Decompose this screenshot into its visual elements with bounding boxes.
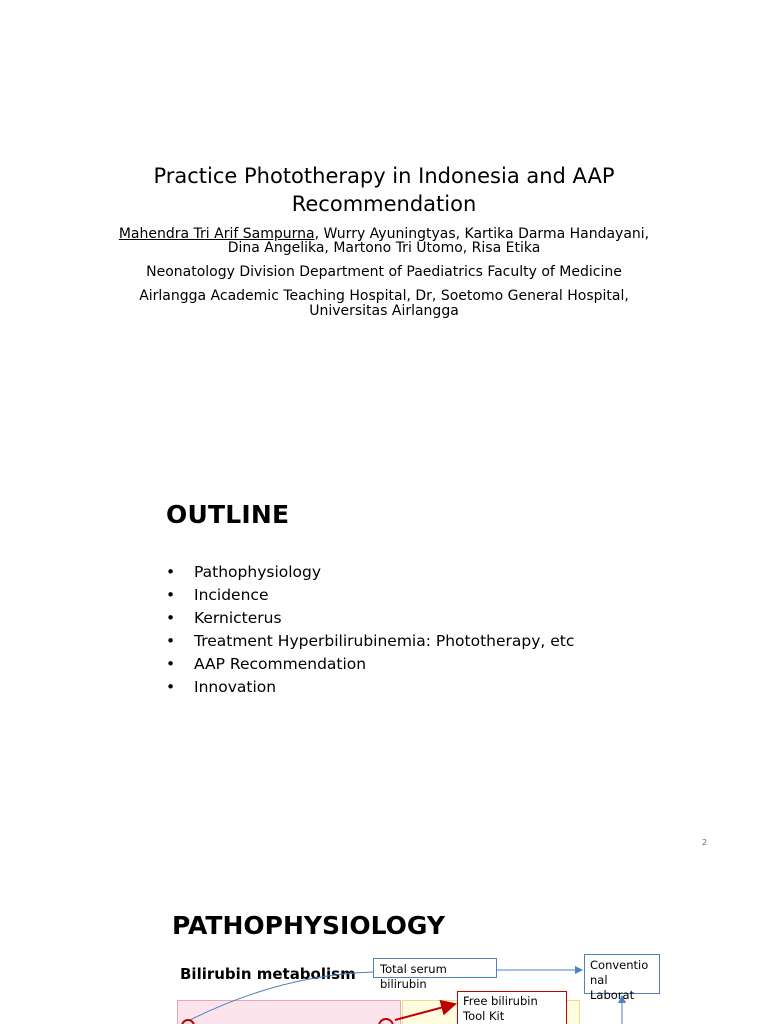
bullet-icon: • [166, 586, 176, 604]
list-item: • Innovation [166, 676, 574, 699]
title-slide [0, 0, 768, 408]
pathophysiology-heading: PATHOPHYSIOLOGY [172, 911, 445, 940]
bilirubin-diagram-arrows [0, 880, 768, 1024]
list-item: • Treatment Hyperbilirubinemia: Phototherapy, etc [166, 630, 574, 653]
outline-heading: OUTLINE [166, 500, 290, 529]
bullet-icon: • [166, 632, 176, 650]
list-item: • AAP Recommendation [166, 653, 574, 676]
affiliation-line-3: Universitas Airlangga [309, 303, 459, 319]
arrow-to-free-bilirubin [395, 1004, 455, 1020]
affiliation-hospital [0, 288, 768, 318]
list-item: • Kernicterus [166, 607, 574, 630]
presenting-author: Mahendra Tri Arif Sampurna [118, 226, 315, 242]
bullet-icon: • [166, 678, 176, 696]
presentation-title [0, 162, 768, 218]
outline-slide [0, 440, 768, 860]
co-authors-1: , Wurry Ayuningtyas, Kartika Darma Handayani, [314, 226, 650, 242]
pathophysiology-slide [0, 880, 768, 1024]
free-bilirubin-box: Free bilirubin Tool Kit [457, 991, 567, 1024]
bilirubin-metabolism-subheading: Bilirubin metabolism [180, 965, 356, 983]
arc-curve [190, 972, 373, 1020]
bullet-icon: • [166, 655, 176, 673]
author-line-1 [0, 227, 768, 241]
bullet-icon: • [166, 609, 176, 627]
author-list [0, 227, 768, 255]
list-item: • Incidence [166, 584, 574, 607]
total-serum-bilirubin-box: Total serum bilirubin [373, 958, 497, 978]
title-text: Practice Phototherapy in Indonesia and AAP Recommendation [153, 164, 615, 216]
red-node-right [379, 1019, 393, 1024]
red-node-left [182, 1020, 194, 1024]
page-number: 2 [702, 838, 708, 847]
list-item: • Pathophysiology [166, 561, 574, 584]
affiliation-line-2: Airlangga Academic Teaching Hospital, Dr, Soetomo General Hospital, [139, 288, 629, 304]
conventional-laboratory-box: Conventio nal Laborat [584, 954, 660, 994]
outline-list [166, 561, 574, 699]
author-line-2: Dina Angelika, Martono Tri Utomo, Risa Etika [227, 240, 541, 256]
bullet-icon: • [166, 563, 176, 581]
affiliation-division: Neonatology Division Department of Paediatrics Faculty of Medicine [146, 264, 622, 280]
